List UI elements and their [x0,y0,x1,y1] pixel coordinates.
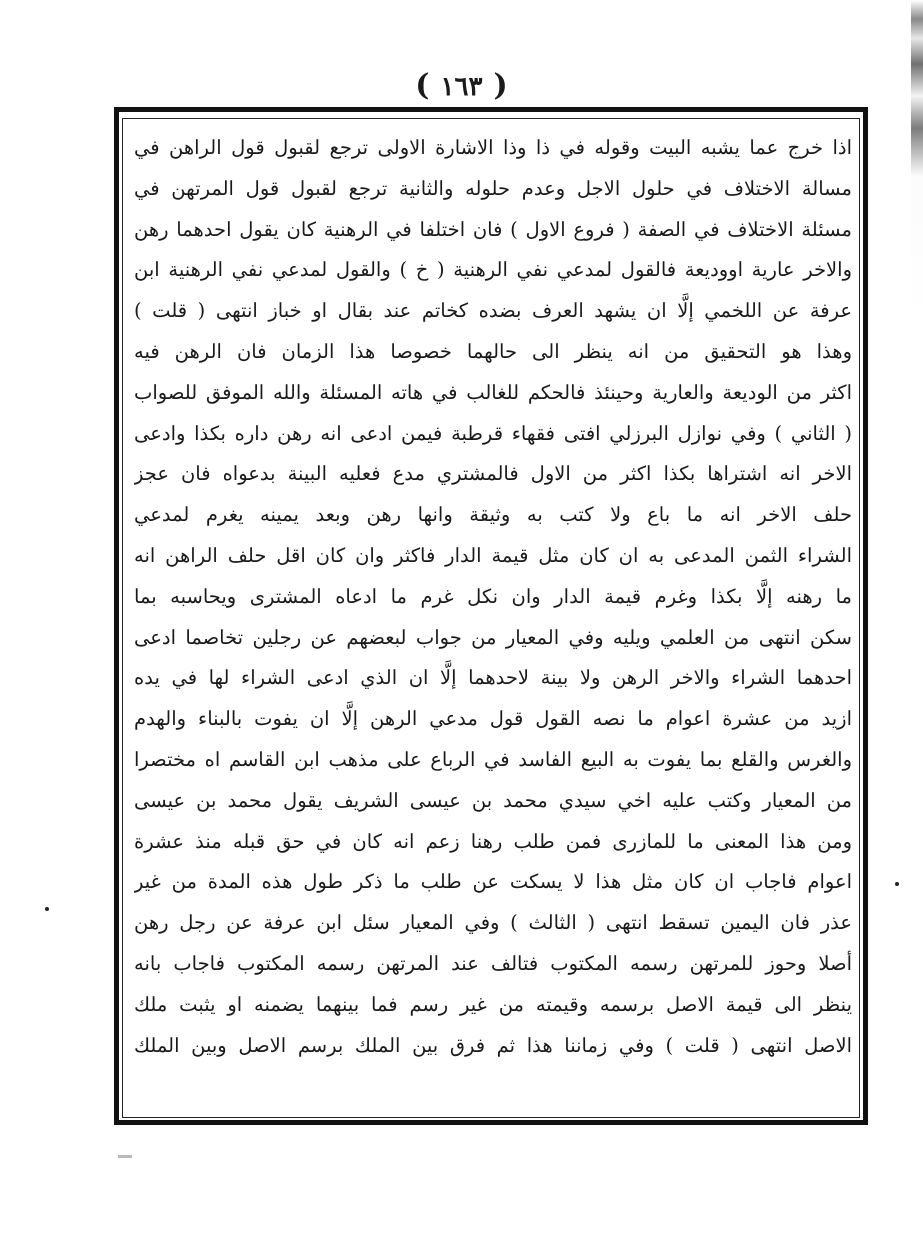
text-line: والغرس والقلع بما يفوت به البيع الفاسد في الرباع على مذهب ابن القاسم اه مختصرا [134,747,852,771]
text-line: من المعيار وكتب عليه اخي سيدي محمد بن عيسى الشريف يقول محمد بن عيسى [134,788,852,812]
scan-speck [118,1155,132,1158]
text-line: ينظر الى قيمة الاصل برسمه وقيمته من غير رسم فما بينهما يضمنه او يثبت ملك [134,992,852,1016]
text-line: ومن هذا المعنى ما للمازرى فمن طلب رهنا زعم انه كان في حق قبله منذ عشرة [134,829,852,853]
page-number: ١٦٣ [440,72,483,102]
text-line: عذر فان اليمين تسقط انتهى ( الثالث ) وفي المعيار سئل ابن عرفة عن رجل رهن [134,911,852,935]
page-number-bracket-right: ) [493,68,508,103]
page-number-header [0,68,923,103]
text-line: الاصل انتهى ( قلت ) وفي زماننا هذا ثم فرق بين الملك برسم الاصل وبين الملك [134,1033,852,1057]
page-number-bracket-left: ( [415,68,430,103]
text-line: مسئلة الاختلاف في الصفة ( فروع الاول ) فان اختلفا في الرهنية كان يقول احدهما رهن [134,217,852,241]
text-line: عرفة عن اللخمي إلَّا ان يشهد العرف بضده كخاتم عند بقال او خباز انتهى ( قلت ) [134,299,852,323]
text-line: مسالة الاختلاف في حلول الاجل وعدم حلوله والثانية ترجع لقبول قول المرتهن في [134,176,852,200]
text-line: ازيد من عشرة اعوام ما نصه القول قول مدعي الرهن إلَّا ان يفوت بالبناء والهدم [134,707,852,731]
text-line: الاخر انه اشتراها بكذا اكثر من الاول فالمشتري مدع فعليه البينة بدعواه فان عجز [134,462,852,486]
text-line: أصلا وحوز للمرتهن رسمه المكتوب فتالف عند المرتهن رسمه المكتوب فاجاب بانه [134,951,852,975]
scan-edge-shadow [911,0,923,320]
scan-speck [895,882,899,886]
scan-speck [45,907,49,911]
text-line: سكن انتهى من العلمي ويليه وفي المعيار من جواب لبعضهم عن رجلين تخاصما ادعى [134,625,852,649]
text-line: وهذا هو التحقيق من انه ينظر الى حالهما خصوصا هذا الزمان فان الرهن فيه [134,339,852,363]
text-line: الشراء الثمن المدعى به ان كان مثل قيمة الدار فاكثر وان كان اقل حلف الراهن انه [134,543,852,567]
text-line: حلف الاخر انه ما باع ولا كتب به وثيقة وانها رهن وبعد يمينه يغرم لمدعي [134,503,852,527]
text-line: اعوام فاجاب ان كان مثل هذا لا يسكت عن طلب ما ذكر طول هذه المدة من غير [134,870,852,894]
text-line: ما رهنه إلَّا بكذا وغرم قيمة الدار وان نكل غرم ما ادعاه المشترى ويحاسبه بما [134,584,852,608]
text-line: اذا خرج عما يشبه البيت وقوله في ذا وذا الاشارة الاولى ترجع لقبول قول الراهن في [134,136,852,159]
text-line: اكثر من الوديعة والعارية وحينئذ فالحكم للغالب في هاته المسئلة والله الموفق للصواب [134,380,852,404]
text-line: ( الثاني ) وفي نوازل البرزلي افتى فقهاء قرطبة فيمن ادعى انه رهن داره بكذا وادعى [134,421,852,445]
text-line: والاخر عارية اووديعة فالقول لمدعي نفي الرهنية ( خ ) والقول لمدعي نفي الرهنية ابن [134,258,852,282]
text-line: احدهما الشراء والاخر الرهن ولا بينة لاحدهما إلَّا ان الذي ادعى الشراء لها في يده [134,666,852,690]
body-text [128,128,858,1108]
